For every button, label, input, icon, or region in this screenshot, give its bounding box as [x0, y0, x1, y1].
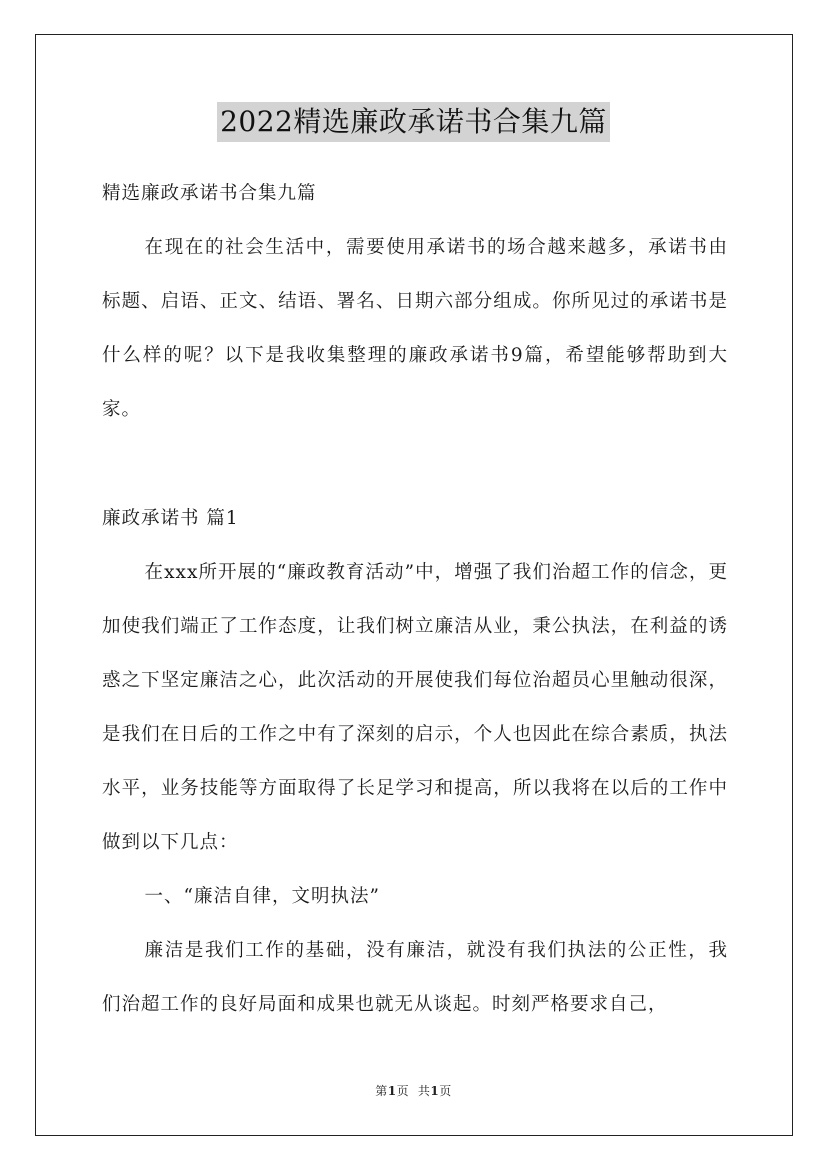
title-container: [0, 102, 827, 142]
footer-total-pages: 1: [430, 1084, 440, 1098]
footer-page-prefix: 第: [375, 1084, 388, 1098]
document-title: 2022精选廉政承诺书合集九篇: [217, 102, 610, 142]
point-heading: 一、“廉洁自律，文明执法”: [144, 886, 380, 907]
body-paragraph-2: 廉洁是我们工作的基础，没有廉洁，就没有我们执法的公正性，我们治超工作的良好局面和成果也就无从谈起。时刻严格要求自己，: [102, 940, 728, 1015]
footer-page-number: 1: [387, 1084, 397, 1098]
footer-total-prefix: 共: [417, 1084, 431, 1098]
page-footer: [0, 1083, 827, 1099]
document-subtitle: 精选廉政承诺书合集九篇: [102, 183, 317, 204]
intro-paragraph: 在现在的社会生活中，需要使用承诺书的场合越来越多，承诺书由标题、启语、正文、结语、署名、日期六部分组成。你所见过的承诺书是什么样的呢？以下是我收集整理的廉政承诺书9篇，希望能够帮助到大家。: [102, 237, 728, 420]
section-heading: 廉政承诺书 篇1: [102, 508, 239, 529]
footer-total-suffix: 页: [439, 1084, 452, 1098]
footer-page-suffix: 页: [396, 1084, 410, 1098]
body-paragraph-1: 在xxx所开展的“廉政教育活动”中，增强了我们治超工作的信念，更加使我们端正了工作态度，让我们树立廉洁从业，秉公执法，在利益的诱惑之下坚定廉洁之心，此次活动的开展使我们每位治超员心里触动很深，是我们在日后的工作之中有了深刻的启示，个人也因此在综合素质，执法水平，业务技能等方面取得了长足学习和提高，所以我将在以后的工作中做到以下几点：: [102, 562, 728, 853]
